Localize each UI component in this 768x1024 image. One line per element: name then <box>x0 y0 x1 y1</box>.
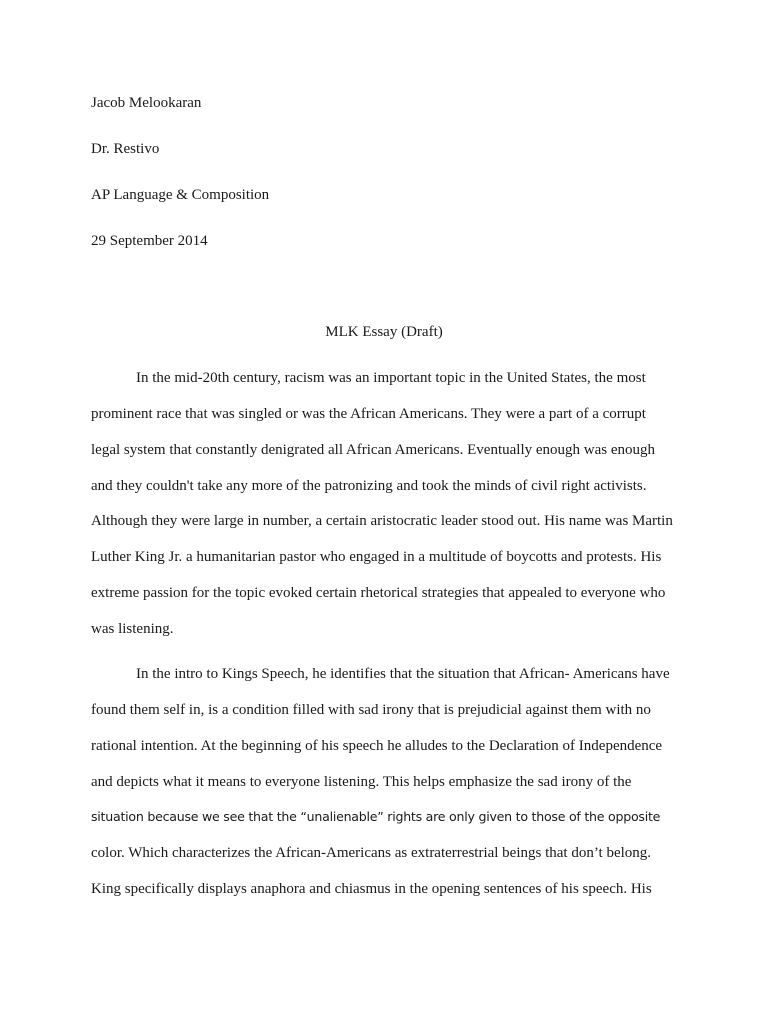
paragraph-2-line-1: In the intro to Kings Speech, he identifies that the situation that African- Americans have <box>136 666 670 682</box>
paragraph-1-line-1: In the mid-20th century, racism was an important topic in the United States, the most <box>136 370 646 386</box>
essay-date: 29 September 2014 <box>91 233 208 249</box>
paragraph-1-line-7: extreme passion for the topic evoked certain rhetorical strategies that appealed to everyone who <box>91 585 666 601</box>
paragraph-2-line-3: rational intention. At the beginning of his speech he alludes to the Declaration of Independence <box>91 738 663 754</box>
paragraph-2-line-5: situation because we see that the “unalienable” rights are only given to those of the opposite <box>91 809 661 824</box>
paragraph-1-line-8: was listening. <box>91 621 174 637</box>
paragraph-1-line-5: Although they were large in number, a certain aristocratic leader stood out. His name was Martin <box>91 513 673 529</box>
paragraph-2-line-6: color. Which characterizes the African-Americans as extraterrestrial beings that don’t belong. <box>91 845 652 861</box>
paragraph-2-line-2: found them self in, is a condition filled with sad irony that is prejudicial against them with no <box>91 702 651 718</box>
course-name: AP Language & Composition <box>91 187 270 203</box>
paragraph-1-line-6: Luther King Jr. a humanitarian pastor who engaged in a multitude of boycotts and protests. His <box>91 549 662 565</box>
paragraph-1-line-4: and they couldn't take any more of the patronizing and took the minds of civil right activists. <box>91 478 647 494</box>
student-name: Jacob Melookaran <box>91 95 202 111</box>
instructor-name: Dr. Restivo <box>91 141 160 157</box>
paragraph-1-line-3: legal system that constantly denigrated all African Americans. Eventually enough was enough <box>91 442 656 458</box>
paragraph-2-line-7: King specifically displays anaphora and chiasmus in the opening sentences of his speech. His <box>91 881 652 897</box>
paragraph-2-line-4: and depicts what it means to everyone listening. This helps emphasize the sad irony of the <box>91 774 632 790</box>
paragraph-1-line-2: prominent race that was singled or was the African Americans. They were a part of a corrupt <box>91 406 646 422</box>
essay-title: MLK Essay (Draft) <box>325 324 443 340</box>
